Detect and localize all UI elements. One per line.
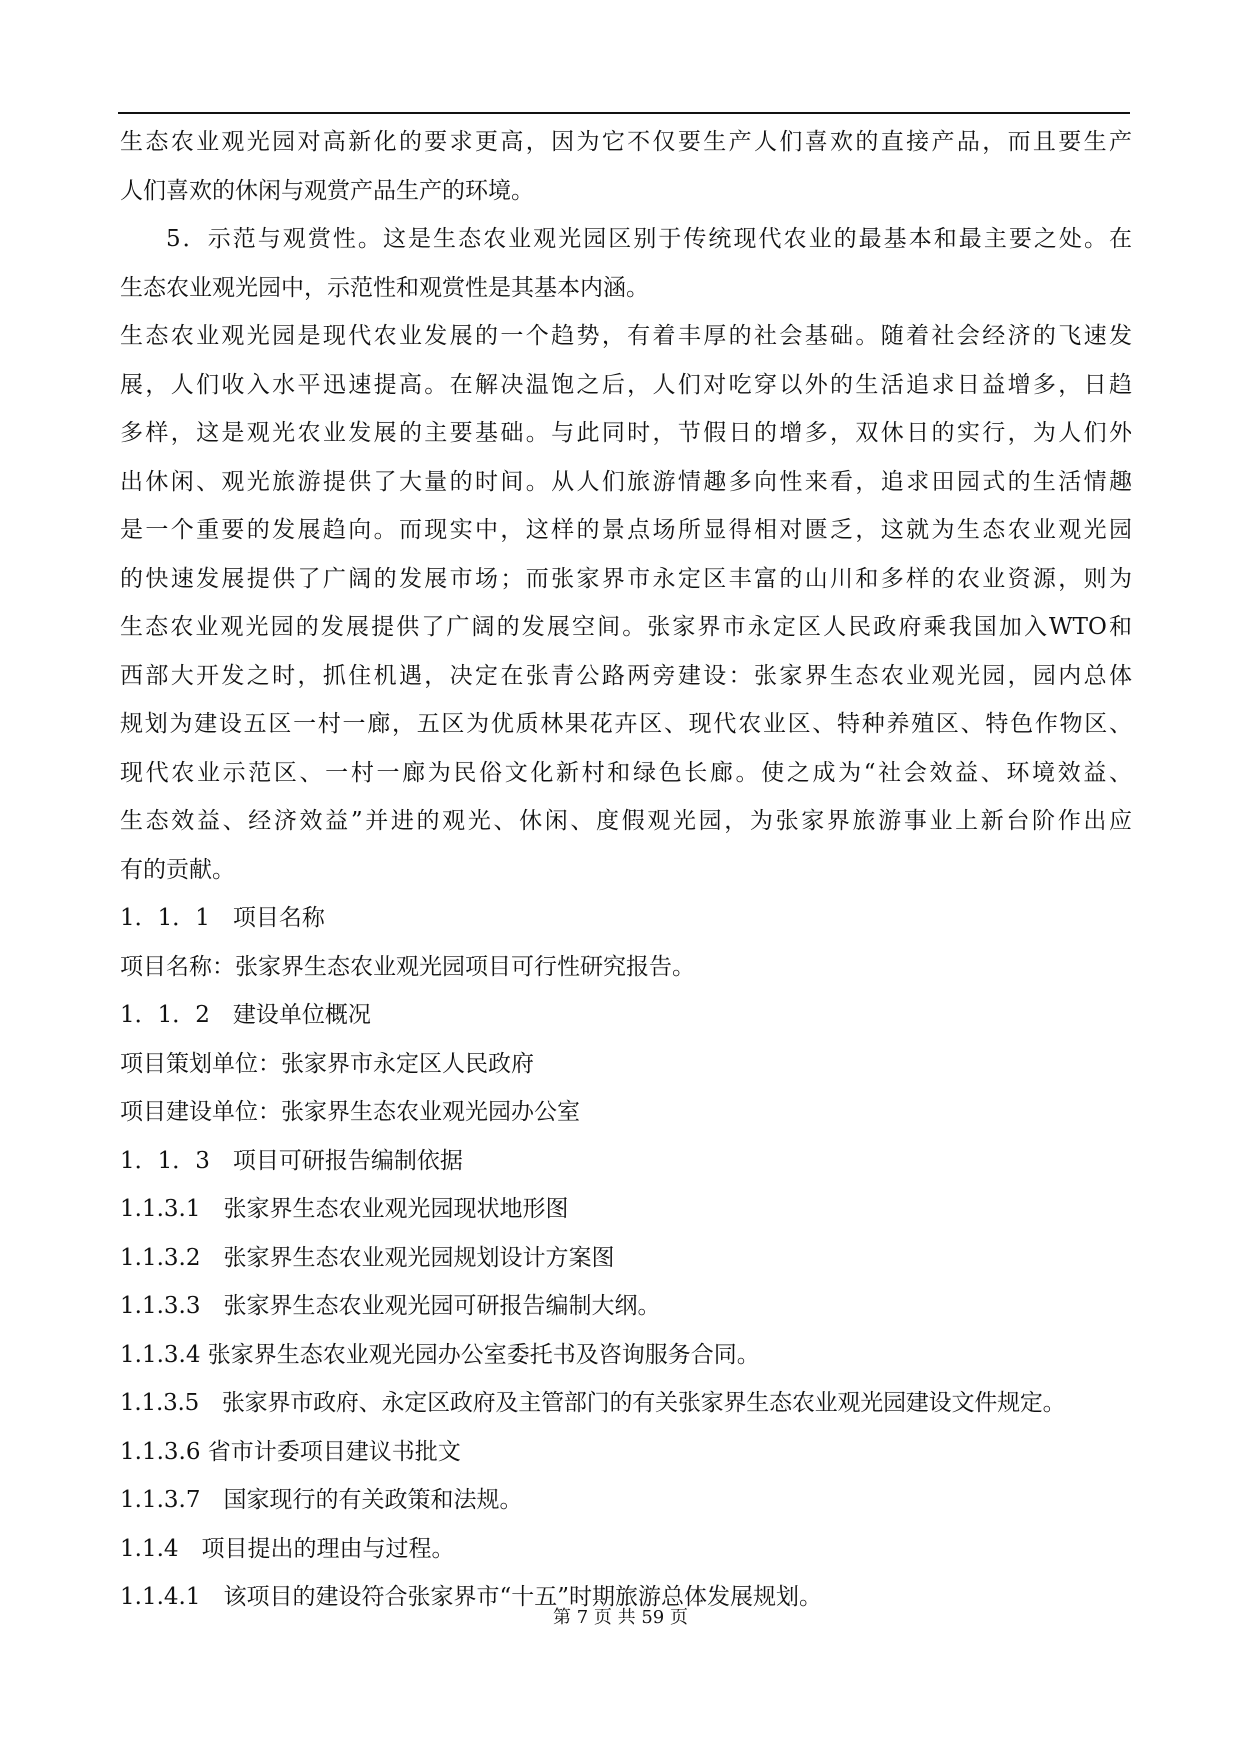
paragraph-line: 生态农业观光园是现代农业发展的一个趋势，有着丰厚的社会基础。随着社会经济的飞速发	[120, 323, 1132, 349]
paragraph-line: 规划为建设五区一村一廊，五区为优质林果花卉区、现代农业区、特种养殖区、特色作物区、	[120, 711, 1132, 737]
page-body	[120, 118, 1132, 1622]
paragraph-line: 人们喜欢的休闲与观赏产品生产的环境。	[120, 177, 534, 204]
list-item: 1.1.3.4 张家界生态农业观光园办公室委托书及咨询服务合同。	[120, 1341, 760, 1368]
list-item: 1.1.3.5 张家界市政府、永定区政府及主管部门的有关张家界生态农业观光园建设文件规定。	[120, 1390, 1066, 1416]
paragraph-line: 西部大开发之时，抓住机遇，决定在张青公路两旁建设：张家界生态农业观光园，园内总体	[120, 662, 1132, 689]
paragraph-line: 展，人们收入水平迅速提高。在解决温饱之后，人们对吃穿以外的生活追求日益增多，日趋	[120, 371, 1132, 398]
list-item: 1.1.3.2 张家界生态农业观光园规划设计方案图	[120, 1244, 615, 1271]
list-item: 1.1.3.7 国家现行的有关政策和法规。	[120, 1487, 523, 1513]
planning-unit-text: 项目策划单位：张家界市永定区人民政府	[120, 1050, 534, 1077]
paragraph-line: 有的贡献。	[120, 856, 235, 883]
paragraph-line: 生态农业观光园中，示范性和观赏性是其基本内涵。	[120, 274, 649, 301]
section-heading-1-1-1: 1．1．1 项目名称	[120, 905, 325, 931]
project-name-text: 项目名称：张家界生态农业观光园项目可行性研究报告。	[120, 953, 695, 980]
paragraph-line: 是一个重要的发展趋向。而现实中，这样的景点场所显得相对匮乏，这就为生态农业观光园	[120, 517, 1132, 543]
paragraph-line: 生态农业观光园对高新化的要求更高，因为它不仅要生产人们喜欢的直接产品，而且要生产	[120, 129, 1132, 155]
paragraph-line: 生态效益、经济效益”并进的观光、休闲、度假观光园，为张家界旅游事业上新台阶作出应	[120, 808, 1132, 834]
section-heading-1-1-2: 1．1．2 建设单位概况	[120, 1002, 371, 1028]
paragraph-line: 的快速发展提供了广阔的发展市场；而张家界市永定区丰富的山川和多样的农业资源，则为	[120, 565, 1132, 592]
list-item: 1.1.3.3 张家界生态农业观光园可研报告编制大纲。	[120, 1293, 661, 1319]
paragraph-line: 现代农业示范区、一村一廊为民俗文化新村和绿色长廊。使之成为“社会效益、环境效益、	[120, 759, 1132, 786]
list-item: 1.1.3.6 省市计委项目建议书批文	[120, 1438, 461, 1465]
header-rule	[118, 112, 1130, 114]
section-heading-1-1-3: 1．1．3 项目可研报告编制依据	[120, 1147, 463, 1174]
list-item: 1.1.4.1 该项目的建设符合张家界市“十五”时期旅游总体发展规划。	[120, 1584, 822, 1610]
paragraph-line: 多样，这是观光农业发展的主要基础。与此同时，节假日的增多，双休日的实行，为人们外	[120, 420, 1132, 446]
construction-unit-text: 项目建设单位：张家界生态农业观光园办公室	[120, 1099, 580, 1125]
paragraph-line: 出休闲、观光旅游提供了大量的时间。从人们旅游情趣多向性来看，追求田园式的生活情趣	[120, 468, 1132, 495]
list-item: 1.1.3.1 张家界生态农业观光园现状地形图	[120, 1196, 569, 1222]
paragraph-line: 5．示范与观赏性。这是生态农业观光园区别于传统现代农业的最基本和最主要之处。在	[166, 226, 1132, 252]
paragraph-line: 生态农业观光园的发展提供了广阔的发展空间。张家界市永定区人民政府乘我国加入WTO和	[120, 614, 1132, 640]
page-footer: 第 7 页 共 59 页	[553, 1607, 688, 1628]
section-heading-1-1-4: 1.1.4 项目提出的理由与过程。	[120, 1535, 455, 1562]
